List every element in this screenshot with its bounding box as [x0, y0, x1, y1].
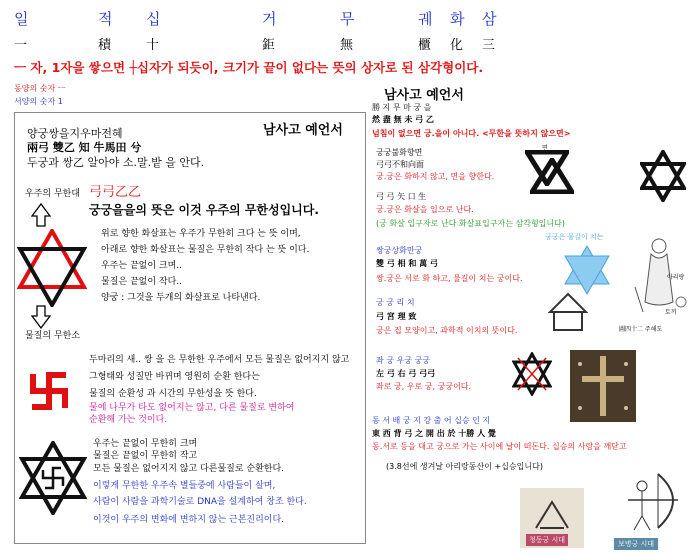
cross-icon [570, 350, 636, 422]
glyphs-gunggung-eul: 弓弓乙乙 [89, 185, 142, 200]
right-red-line: 넘침이 없으면 궁.을이 아니다. <무한을 뜻하지 않으면> [372, 129, 571, 138]
meaning-heading: 궁궁을을의 뜻은 이것 우주의 무한성입니다. [89, 203, 319, 217]
hanja-char: 一 [14, 38, 28, 53]
block6-hanja: 東 西 背 弓 之 開 出 於 十勝 人 覺 [372, 429, 496, 438]
note-eastern-number: 동양의 숫자 ㅡ [14, 84, 66, 93]
right-hanja-line: 然 盡 無 未 弓 乙 [372, 115, 434, 124]
hangul-char: 삼 [482, 10, 497, 28]
figure-caption: 圖四十二 주해도 [619, 326, 663, 333]
block2-meaning: 궁.궁은 화살을 입으로 난다. [376, 205, 474, 214]
phrase-meaning: 두궁과 쌍乙 알아야 소.말.밭 을 안다. [27, 156, 205, 169]
block4-hanja: 弓 宮 理 致 [376, 312, 417, 321]
figure-illustration [615, 232, 695, 338]
desc-line: 아래로 향한 화살표는 물질은 무한히 작다 는 뜻 이다. [101, 245, 310, 255]
bottom-text-line: 모든 물질은 없어지지 않고 다른물질로 순환한다. [93, 464, 285, 474]
left-panel [14, 112, 366, 544]
hangul-char: 화 [450, 10, 465, 28]
hexagram-small-icon [640, 150, 686, 202]
hexagram-swastika-icon [19, 441, 87, 515]
hangul-char: 십 [146, 10, 161, 28]
headline: ㅡ 자, 1자을 쌓으면 ┼십자가 되듯이, 크기가 끝이 없다는 뜻의 상자로 된 삼각형이다. [14, 60, 484, 75]
right-hanja-line: 勝 지 무 마 궁 을 [372, 103, 432, 112]
triangle-up-icon [530, 158, 574, 194]
swastika-icon [29, 371, 69, 411]
hangul-char: 궤 [418, 10, 433, 28]
bottom-text-line: 우주는 끝없이 무한히 크며 [93, 439, 198, 449]
hangul-char: 적 [98, 10, 113, 28]
block4-hangul: 궁 궁 리 치 [376, 298, 415, 307]
bow-figure-icon [520, 488, 584, 532]
block6-hangul: 동 서 배 궁 지 강 출 어 십승 인 지 [372, 416, 491, 425]
block6-meaning: 동.서로 등을 대고 궁으로 가는 사이에 날이 떠돈다. 십승의 사람을 깨닫고 [372, 442, 627, 451]
swastika-text-line: 물질의 순환성 과 시간의 무한성을 뜻 한다. [89, 389, 257, 399]
swastika-text-line: 순환해 가는 것이다. [89, 415, 168, 425]
arrow-down-icon [31, 305, 51, 329]
block1-hangul: 궁궁불화향면 [376, 148, 423, 157]
left-panel-title: 남사고 예언서 [263, 123, 343, 138]
swastika-text-line: 물에 나무가 타도 없어지는 않고, 다른 물질로 변하여 [89, 403, 295, 413]
label-universe-infinite: 우주의 무한대 [25, 189, 81, 199]
block1-hanja: 弓弓不和向面 [376, 160, 424, 169]
hangul-char: 거 [262, 10, 277, 28]
right-title: 남사고 예언서 [384, 88, 464, 103]
hexagram-red-black-icon [17, 229, 87, 307]
phrase-hangul: 양궁쌍을지우마전혜 [27, 127, 123, 140]
desc-line: 양궁 : 그것을 두개의 화살표로 나타낸다. [101, 293, 261, 303]
block5-meaning: 좌로 궁, 우로 궁, 궁궁이다. [376, 382, 472, 391]
hanja-char: 鉅 [262, 38, 276, 53]
block2-hanja: 弓 弓 矢 口 生 [376, 192, 427, 201]
hanja-char: 化 [450, 38, 464, 53]
bronze-age-image [520, 488, 584, 548]
hanja-char: 三 [482, 38, 496, 53]
star-caption: 궁궁은 물길이 치는 [545, 233, 604, 241]
bronze-age-caption: 청동궁 시대 [526, 534, 568, 546]
bottom-text-line: 이것이 우주의 변화에 변하지 않는 근본진리이다. [93, 515, 285, 525]
block5-hanja: 左 弓 右 弓 弓弓 [376, 369, 436, 378]
block3-meaning: 쌍.궁은 서로 화 하고, 물길이 치는 궁이다. [376, 274, 523, 283]
desc-line: 우주는 끝없이 크며.. [101, 261, 182, 271]
hanja-char: 櫃 [418, 38, 432, 53]
myeon-label: 면 [542, 145, 548, 152]
hexagram-blue-icon [563, 244, 611, 296]
rabbit-label: 토끼 [665, 309, 677, 316]
block2-note: (궁 화살 입구자로 난다 화살표입구자는 삼각형입니다) [376, 219, 565, 228]
swastika-text-line: 그형태와 성질만 바뀌며 영원히 순환 한다는 [89, 372, 260, 382]
note-western-number: 서양의 숫자 1 [14, 97, 63, 106]
hanja-char: 十 [146, 38, 160, 53]
hangul-char: 일 [14, 10, 29, 28]
desc-line: 물질은 끝없이 작다.. [101, 277, 182, 287]
block3-hangul: 쌍궁상화만궁 [376, 246, 423, 255]
archer-image [598, 470, 696, 550]
house-icon [548, 292, 588, 332]
block3-hanja: 雙 弓 相 和 萬 弓 [376, 259, 438, 268]
archer-caption: 보병궁 시대 [614, 538, 658, 550]
hanja-char: 積 [98, 38, 112, 53]
block6-note: (3.8선에 생겨날 아리랑동산이 +십승입니다) [386, 462, 543, 471]
hanja-char: 無 [340, 38, 354, 53]
phrase-hanja: 兩弓 雙乙 知 牛馬田 兮 [27, 141, 142, 154]
cross-artwork [570, 350, 636, 422]
block4-meaning: 궁은 집 모양이고, 과학적 이치의 뜻이다. [376, 326, 518, 335]
person-label: 아리랑 [667, 274, 685, 281]
bottom-text-line: 사람이 사람을 과학기술로 DNA을 설계하여 창조 한다. [93, 497, 307, 507]
bottom-text-line: 물질은 끝없이 무한히 작고 [93, 451, 198, 461]
archer-icon [598, 470, 696, 532]
arrow-up-icon [31, 203, 51, 227]
desc-line: 위로 향한 화살표는 우주가 무한히 크다 는 뜻 이며, [101, 229, 301, 239]
label-matter-infinitesimal: 물질의 무한소 [25, 331, 81, 341]
swastika-text-line: 두마리의 새.. 쌍 을 은 무한한 우주에서 모든 물질은 없어지지 않고 [89, 355, 350, 365]
hangul-char: 무 [340, 10, 355, 28]
block1-meaning: 궁.궁은 화하지 않고, 면을 향한다. [376, 172, 495, 181]
hexagram-arrows-icon [512, 352, 552, 396]
bottom-text-line: 이렇게 무한한 우주속 별들중에 사람들이 살며, [93, 481, 276, 491]
block5-hangul: 좌 궁 우궁 궁궁 [376, 356, 430, 365]
